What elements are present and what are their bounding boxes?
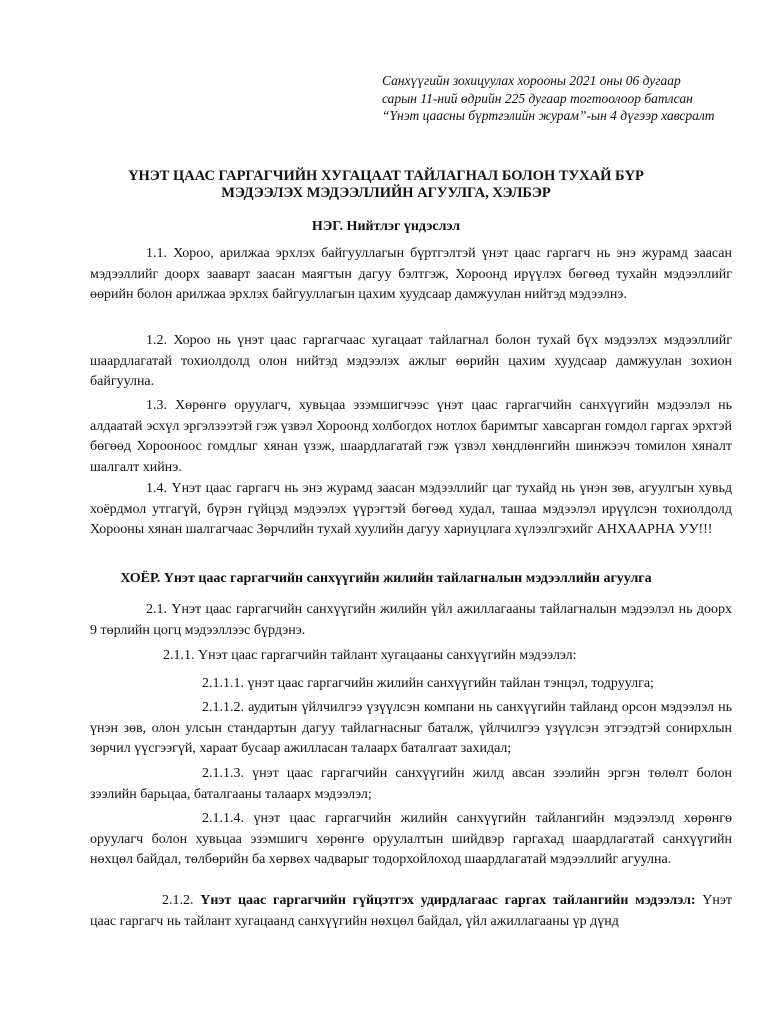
paragraph-2-1: 2.1. Үнэт цаас гаргагчийн санхүүгийн жилийн үйл ажиллагааны тайлагналын мэдээлэл нь доорх 9 төрлийн цогц мэдээллээс бүрдэнэ.	[90, 602, 732, 638]
paragraph-2-1-2-number: 2.1.2.	[162, 893, 194, 908]
paragraph-1-2: 1.2. Хороо нь үнэт цаас гаргагчаас хугацаат тайлагнал болон тухай бүх мэдээлэх мэдээллийг шаардлагатай тохиолдолд олон нийтэд мэдээлэх ажлыг өөрийн цахим хуудсаар дамжуулан зохион байгуулна.	[90, 333, 732, 390]
paragraph-2-1-1-3: 2.1.1.3. үнэт цаас гаргагчийн санхүүгийн жилд авсан зээлийн эргэн төлөлт болон зээлийн барьцаа, баталгааны талаарх мэдээлэл;	[90, 766, 732, 802]
document-title-line: ҮНЭТ ЦААС ГАРГАГЧИЙН ХУГАЦААТ ТАЙЛАГНАЛ БОЛОН ТУХАЙ БҮР	[128, 168, 644, 184]
paragraph-2-1-2-heading: Үнэт цаас гаргагчийн гүйцэтгэх удирдлагаас гаргах тайлангийн мэдээлэл:	[200, 893, 696, 908]
document-title-line: МЭДЭЭЛЭХ МЭДЭЭЛЛИЙН АГУУЛГА, ХЭЛБЭР	[221, 185, 551, 201]
section-1-heading: НЭГ. Нийтлэг үндэслэл	[311, 219, 461, 234]
document-title	[40, 168, 732, 202]
paragraph-2-1-2	[90, 891, 732, 932]
paragraph-2-1-1: 2.1.1. Үнэт цаас гаргагчийн тайлант хугацааны санхүүгийн мэдээлэл:	[163, 648, 577, 663]
paragraph-1-4: 1.4. Үнэт цаас гаргагч нь энэ журамд заасан мэдээллийг цаг тухайд нь үнэн зөв, агуулгын хувьд хоёрдмол утгагүй, бүрэн гүйцэд мэдээлэх үүрэгтэй бөгөөд худал, ташаа мэдээлэл ирүүлсэн тохиолдолд Хорооны хянан шалгагчаас Зөрчлийн тухай хуулийн дагуу хариуцлага хүлээлгэхийг АНХААРНА УУ!!!	[90, 481, 732, 538]
section-2-heading: ХОЁР. Үнэт цаас гаргагчийн санхүүгийн жилийн тайлагналын мэдээллийн агуулга	[120, 571, 652, 586]
paragraph-2-1-1-1: 2.1.1.1. үнэт цаас гаргагчийн жилийн санхүүгийн тайлан тэнцэл, тодруулга;	[202, 676, 654, 691]
paragraph-1-3: 1.3. Хөрөнгө оруулагч, хувьцаа эзэмшигчээс үнэт цаас гаргагчийн санхүүгийн мэдээлэл нь алдаатай эсхүл эргэлзээтэй гэж үзвэл Хороонд холбогдох нотлох баримтыг хавсарган гомдол гаргах эрхтэй бөгөөд Хорооноос гомдлыг хянан үзэж, шаардлагатай гэж үзвэл хөндлөнгийн шинжээч томилон хяналт шалгалт хийнэ.	[90, 398, 732, 476]
approval-note-line: сарын 11-ний өдрийн 225 дугаар тогтоолоор батлсан	[382, 90, 693, 106]
approval-note-line: Санхүүгийн зохицуулах хорооны 2021 оны 06 дугаар	[382, 73, 681, 88]
paragraph-2-1-1-2: 2.1.1.2. аудитын үйлчилгээ үзүүлсэн компани нь санхүүгийн тайланд орсон мэдээлэл нь үнэн зөв, олон улсын стандартын дагуу тайлагнасныг баталж, үйлчилгээ үзүүлсэн этгээдтэй сонирхлын зөрчил үүсгээгүй, хараат бусаар ажилласан талаарх баталгаат захидал;	[90, 700, 732, 757]
paragraph-2-1-1-4: 2.1.1.4. үнэт цаас гаргагчийн жилийн санхүүгийн тайлангийн мэдээлэлд хөрөнгө оруулагч болон хувьцаа эзэмшигч хөрөнгө оруулалтын шийдвэр гаргахад шаардлагатай санхүүгийн нөхцөл байдал, төлбөрийн ба хөрвөх чадварыг тодорхойлоход шаардлагатай мэдээллийг агуулна.	[90, 811, 732, 868]
paragraph-2-1-2-text: Үнэт цаас гаргагч нь тайлант хугацаанд санхүүгийн нөхцөл байдал, үйл ажиллагааны үр дүнд	[90, 893, 733, 929]
approval-note	[382, 72, 752, 125]
paragraph-1-1: 1.1. Хороо, арилжаа эрхлэх байгууллагын бүртгэлтэй үнэт цаас гаргагч нь энэ журамд заасан мэдээллийг доорх зааварт заасан маягтын дагуу бэлтгэж, Хороонд ирүүлэх бөгөөд тухайн мэдээллийг өөрийн болон арилжаа эрхлэх байгууллагын цахим хуудсаар дамжуулан нийтэд мэдээлнэ.	[90, 246, 732, 303]
approval-note-line: “Үнэт цаасны бүртгэлийн журам”-ын 4 дүгээр хавсралт	[382, 108, 715, 123]
